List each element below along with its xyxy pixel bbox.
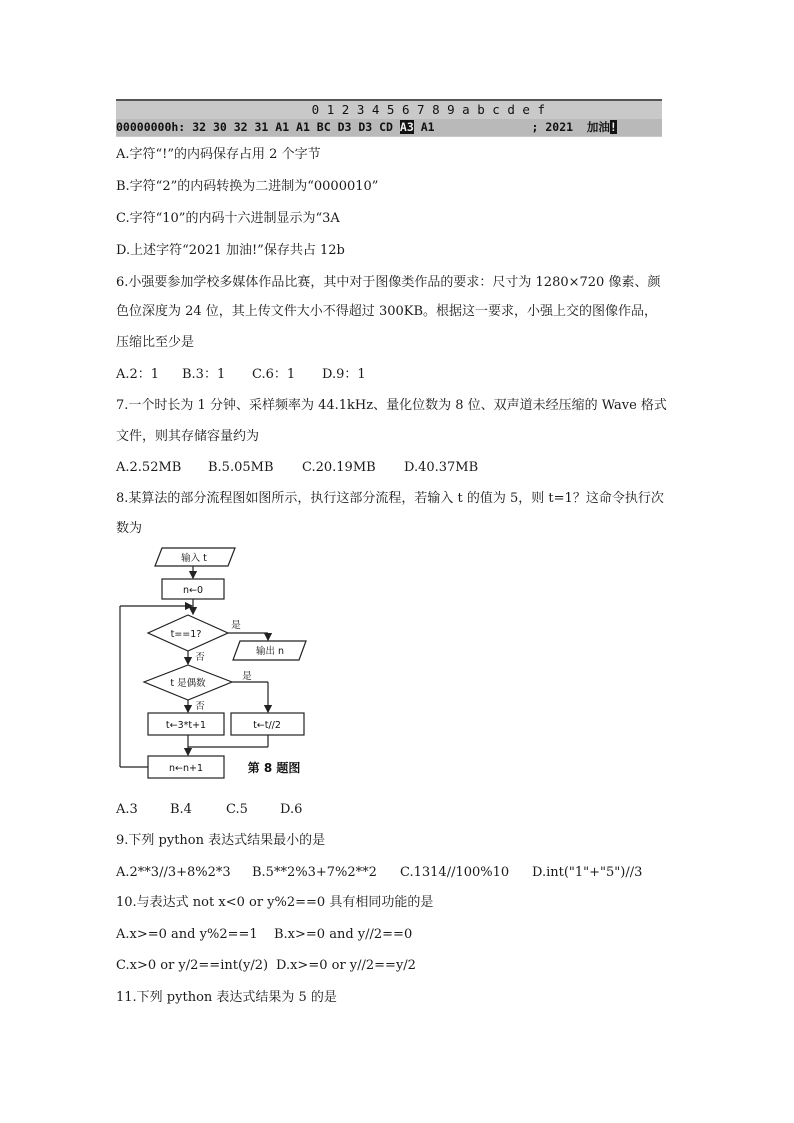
q9-option-c: C.1314//100%10 [400,865,510,880]
flow-yes1-label: 是 [231,620,241,631]
q11-stem: 11.下列 python 表达式结果为 5 的是 [116,990,337,1005]
hex-column-header: 0 1 2 3 4 5 6 7 8 9 a b c d e f [311,102,545,117]
flow-cond1-label: t==1? [170,629,202,640]
q10-option-d: D.x>=0 or y//2==y/2 [276,958,416,973]
hex-data-row [116,119,662,136]
hex-text-highlighted: ! [609,120,617,134]
q8-options [116,802,302,818]
q7-option-d: D.40.37MB [404,460,479,475]
q10-option-a: A.x>=0 and y%2==1 [116,927,258,942]
q5-option-d: D.上述字符“2021 加油!”保存共占 12b [116,243,345,258]
q6-option-d: D.9：1 [322,367,366,382]
q6-stem-line2: 色位深度为 24 位，其上传文件大小不得超过 300KB。根据这一要求，小强上交的图像作品， [116,304,658,319]
q5-option-a: A.字符“!”的内码保存占用 2 个字节 [116,147,321,162]
q7-stem-line2: 文件，则其存储容量约为 [116,429,260,444]
flow-no1-label: 否 [195,652,205,663]
q8-option-a: A.3 [116,802,138,817]
hex-text: ; 2021 加油 [531,120,610,134]
hex-byte-tail: A1 [420,120,435,134]
flow-inc-label: n←n+1 [168,763,204,774]
q8-option-b: B.4 [170,802,192,817]
q9-option-d: D.int("1"+"5")//3 [532,865,643,880]
q8-option-d: D.6 [280,802,303,817]
q5-option-c: C.字符“10”的内码十六进制显示为“3A [116,211,340,226]
flow-init-label: n←0 [182,585,204,596]
q10-option-b: B.x>=0 and y//2==0 [274,927,413,942]
q6-stem-line1: 6.小强要参加学校多媒体作品比赛，其中对于图像类作品的要求：尺寸为 1280×720 像素、颜 [116,275,661,290]
q8-stem-line2: 数为 [116,521,143,536]
hex-byte-highlighted: A3 [399,120,414,134]
q9-options [116,865,642,881]
q8-option-c: C.5 [226,802,248,817]
q9-option-a: A.2**3//3+8%2*3 [116,865,231,880]
flow-odd-label: t←3*t+1 [165,720,207,731]
q10-option-c: C.x>0 or y/2==int(y/2) [116,958,269,973]
q6-options [116,367,366,383]
q10-stem: 10.与表达式 not x<0 or y%2==0 具有相同功能的是 [116,895,434,910]
flow-cond2-label: t 是偶数 [170,678,206,689]
q9-stem: 9.下列 python 表达式结果最小的是 [116,833,326,848]
q7-option-b: B.5.05MB [208,460,274,475]
flow-caption: 第 8 题图 [247,761,301,775]
q10-options-row1 [116,927,412,943]
flow-output-label: 输出 n [255,646,285,657]
flow-even-label: t←t//2 [253,720,281,731]
hex-offset: 00000000h: [116,120,186,134]
q10-options-row2 [116,958,416,974]
q6-option-a: A.2：1 [116,367,160,382]
q7-stem-line1: 7.一个时长为 1 分钟、采样频率为 44.1kHz、量化位数为 8 位、双声道未经压缩的 Wave 格式 [116,398,667,413]
q8-stem-line1: 8.某算法的部分流程图如图所示，执行这部分流程，若输入 t 的值为 5，则 t=1？这命令执行次 [116,491,664,506]
q6-option-b: B.3：1 [182,367,226,382]
q7-option-a: A.2.52MB [116,460,182,475]
q6-stem-line3: 压缩比至少是 [116,335,195,350]
flow-no2-label: 否 [195,701,205,712]
q7-options [116,460,478,476]
q6-option-c: C.6：1 [252,367,296,382]
q7-option-c: C.20.19MB [302,460,376,475]
q5-option-b: B.字符“2”的内码转换为二进制为“0000010” [116,179,379,194]
flowchart [110,540,320,790]
flow-input-label: 输入 t [181,553,207,564]
q9-option-b: B.5**2%3+7%2**2 [252,865,377,880]
hex-editor-strip [116,99,662,137]
hex-bytes: 32 30 32 31 A1 A1 BC D3 D3 CD [192,120,393,134]
flow-yes2-label: 是 [242,671,252,682]
